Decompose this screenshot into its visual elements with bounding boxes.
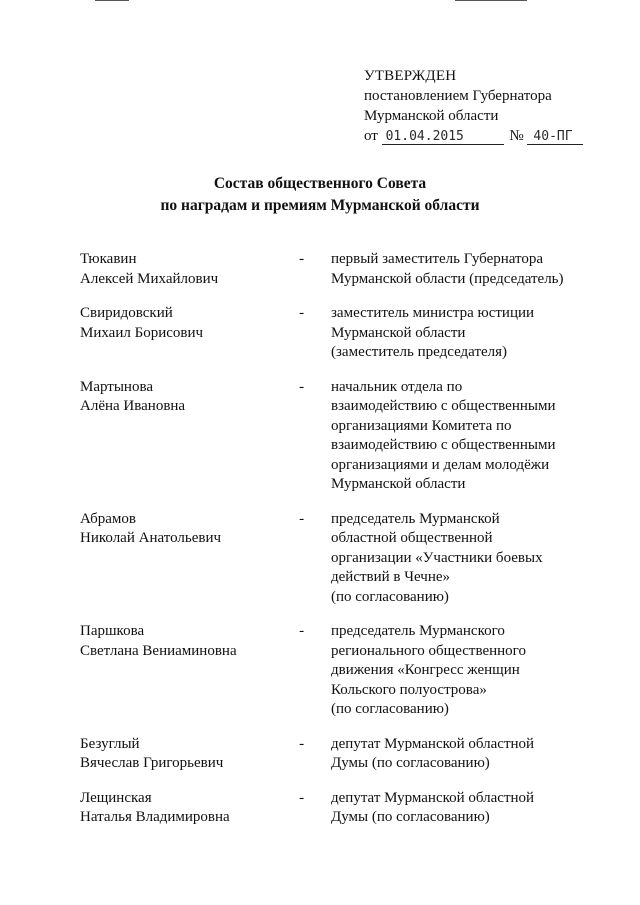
member-given-names: Алексей Михайлович bbox=[80, 270, 219, 287]
role-line: (по согласованию) bbox=[331, 701, 449, 717]
member-row bbox=[80, 250, 580, 289]
role-line: депутат Мурманской областной bbox=[331, 735, 535, 752]
member-row bbox=[80, 789, 580, 828]
role-line: начальник отдела по bbox=[331, 378, 463, 395]
number-prefix: № bbox=[509, 128, 524, 144]
title-line-1: Состав общественного Совета bbox=[213, 175, 427, 192]
member-dash: - bbox=[299, 251, 305, 267]
role-line: Мурманской области (председатель) bbox=[331, 270, 564, 287]
member-surname: Мартынова bbox=[80, 378, 154, 395]
member-row bbox=[80, 510, 580, 608]
member-given-names: Николай Анатольевич bbox=[80, 530, 222, 546]
approval-stamp-block bbox=[364, 66, 583, 146]
member-role bbox=[331, 622, 580, 720]
role-line: председатель Мурманской bbox=[331, 510, 500, 527]
date-field bbox=[382, 129, 504, 145]
date-prefix: от bbox=[364, 128, 378, 144]
member-role bbox=[331, 510, 580, 608]
role-line: Кольского полуострова» bbox=[331, 681, 487, 698]
role-line: организации «Участники боевых bbox=[331, 549, 543, 566]
member-role bbox=[331, 304, 580, 363]
role-line: (заместитель председателя) bbox=[331, 344, 508, 360]
member-role bbox=[331, 378, 580, 495]
member-dash: - bbox=[299, 735, 305, 752]
member-surname: Лещинская bbox=[80, 789, 152, 806]
member-name bbox=[80, 789, 299, 828]
members-list bbox=[80, 250, 580, 843]
member-row bbox=[80, 622, 580, 720]
member-surname: Свиридовский bbox=[80, 305, 173, 321]
role-line: организациями и делам молодёжи bbox=[331, 456, 550, 473]
member-name bbox=[80, 250, 299, 289]
member-given-names: Алёна Ивановна bbox=[80, 398, 186, 414]
member-surname: Тюкавин bbox=[80, 251, 137, 267]
date-value: 01.04.2015 bbox=[385, 129, 464, 144]
member-role bbox=[331, 789, 580, 828]
role-line: председатель Мурманского bbox=[331, 623, 505, 639]
member-name bbox=[80, 304, 299, 363]
member-name bbox=[80, 735, 299, 774]
member-given-names: Наталья Владимировна bbox=[80, 809, 230, 825]
member-role bbox=[331, 735, 580, 774]
member-dash: - bbox=[299, 623, 305, 639]
role-line: заместитель министра юстиции bbox=[331, 305, 535, 321]
member-dash: - bbox=[299, 789, 305, 806]
role-line: организациями Комитета по bbox=[331, 417, 512, 434]
role-line: первый заместитель Губернатора bbox=[331, 251, 544, 267]
top-rule-left bbox=[95, 0, 129, 1]
document-title bbox=[0, 173, 640, 217]
top-rule-right bbox=[455, 0, 527, 1]
role-line: движения «Конгресс женщин bbox=[331, 662, 520, 678]
member-surname: Абрамов bbox=[80, 510, 136, 527]
role-line: Думы (по согласованию) bbox=[331, 755, 490, 771]
member-dash: - bbox=[299, 378, 305, 395]
member-row bbox=[80, 735, 580, 774]
approval-heading: УТВЕРЖДЕН bbox=[364, 68, 457, 84]
member-surname: Безуглый bbox=[80, 735, 140, 752]
title-line-2: по наградам и премиям Мурманской области bbox=[160, 197, 480, 214]
role-line: депутат Мурманской областной bbox=[331, 789, 535, 806]
member-name bbox=[80, 622, 299, 720]
role-line: взаимодействию с общественными bbox=[331, 398, 556, 414]
role-line: действий в Чечне» bbox=[331, 569, 451, 585]
role-line: Мурманской области bbox=[331, 476, 466, 492]
role-line: Думы (по согласованию) bbox=[331, 809, 490, 825]
member-role bbox=[331, 250, 580, 289]
role-line: взаимодействию с общественными bbox=[331, 437, 556, 453]
member-surname: Паршкова bbox=[80, 623, 145, 639]
role-line: (по согласованию) bbox=[331, 588, 449, 605]
member-given-names: Михаил Борисович bbox=[80, 324, 204, 341]
member-dash: - bbox=[299, 510, 305, 527]
number-value: 40-ПГ bbox=[533, 129, 573, 144]
member-name bbox=[80, 378, 299, 495]
member-row bbox=[80, 304, 580, 363]
approval-line-1: постановлением Губернатора bbox=[364, 88, 552, 104]
number-field bbox=[527, 129, 583, 145]
member-name bbox=[80, 510, 299, 608]
role-line: областной общественной bbox=[331, 530, 493, 546]
member-dash: - bbox=[299, 305, 305, 321]
role-line: регионального общественного bbox=[331, 642, 526, 659]
member-given-names: Вячеслав Григорьевич bbox=[80, 755, 224, 771]
member-row bbox=[80, 378, 580, 495]
approval-date-number-line bbox=[364, 126, 583, 146]
role-line: Мурманской области bbox=[331, 324, 466, 341]
approval-line-2: Мурманской области bbox=[364, 108, 499, 124]
member-given-names: Светлана Вениаминовна bbox=[80, 642, 237, 659]
